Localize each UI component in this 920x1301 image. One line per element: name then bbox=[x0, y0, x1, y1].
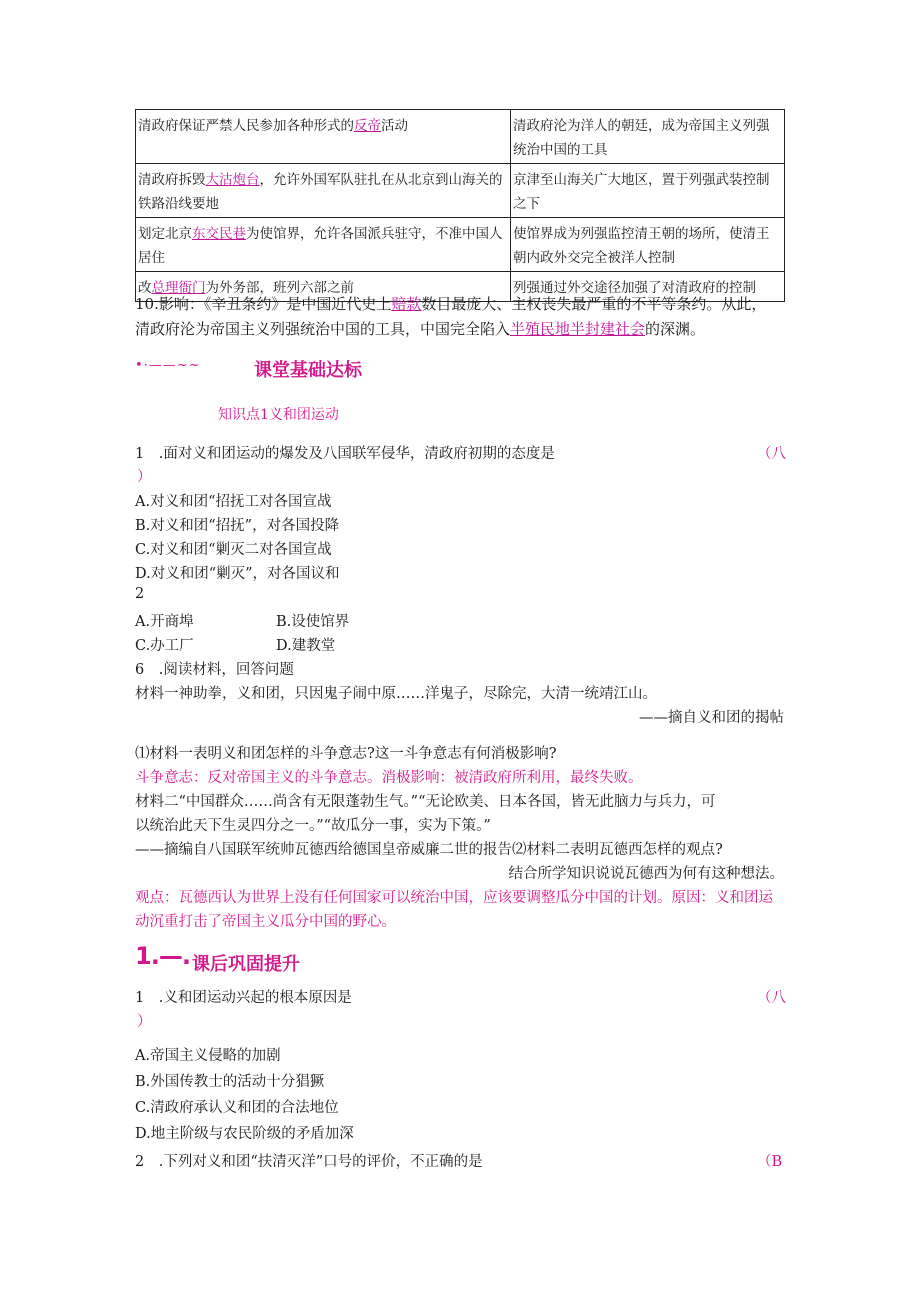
material-2-line2: 以统治此天下生灵四分之一。”“故瓜分一事，实为下策。” bbox=[135, 818, 491, 834]
material-2-line3: ——摘编自八国联军统帅瓦德西给德国皇帝威廉二世的报告⑵材料二表明瓦德西怎样的观点? bbox=[135, 842, 723, 858]
option-c: C.办工厂 bbox=[135, 638, 194, 654]
table-cell: 划定北京东交民巷为使馆界，允许各国派兵驻守，不准中国人居住 bbox=[136, 218, 511, 272]
section-title: 课后巩固提升 bbox=[192, 954, 300, 975]
material-1-source: ——摘自义和团的揭帖 bbox=[639, 710, 784, 726]
material-1: 材料一神助拳，义和团，只因鬼子闹中原……洋鬼子，尽除完，大清一统靖江山。 bbox=[135, 686, 657, 702]
answer-2-line2: 动沉重打击了帝国主义瓜分中国的野心。 bbox=[135, 914, 396, 930]
option-d: D.对义和团“剿灭”，对各国议和 bbox=[135, 566, 340, 582]
answer-1: 斗争意志：反对帝国主义的斗争意志。消极影响：被清政府所利用，最终失败。 bbox=[135, 770, 643, 786]
answer-close: ） bbox=[137, 1014, 152, 1030]
material-2-line4: 结合所学知识说说瓦德西为何有这种想法。 bbox=[508, 866, 784, 882]
table-cell: 京津至山海关广大地区，置于列强武装控制之下 bbox=[511, 164, 785, 218]
option-c: C.对义和团“剿灭二对各国宣战 bbox=[135, 542, 332, 558]
answer-mark: （八 bbox=[757, 446, 786, 462]
answer-mark: （八 bbox=[757, 990, 786, 1006]
table-row bbox=[136, 110, 785, 164]
question-2-stem: 2 .下列对义和团“扶清灭洋”口号的评价，不正确的是 bbox=[135, 1154, 483, 1170]
treaty-table bbox=[135, 109, 785, 302]
section-decoration: •·——~~ bbox=[135, 358, 201, 373]
table-cell: 清政府保证严禁人民参加各种形式的反帝活动 bbox=[136, 110, 511, 164]
underlined-term: 赔款 bbox=[391, 295, 422, 313]
section-decoration: 1.—. bbox=[135, 942, 190, 970]
table-cell: 清政府沦为洋人的朝廷，成为帝国主义列强统治中国的工具 bbox=[511, 110, 785, 164]
option-a: A.对义和团“招抚工对各国宣战 bbox=[135, 494, 332, 510]
underlined-term: 总理衙门 bbox=[151, 280, 206, 296]
knowledge-point-title: 知识点1义和团运动 bbox=[218, 407, 339, 423]
answer-mark: （B bbox=[757, 1154, 783, 1170]
underlined-term: 半殖民地半封建社会 bbox=[510, 320, 646, 338]
option-a: A.帝国主义侵略的加剧 bbox=[135, 1048, 281, 1064]
option-a: A.开商埠 bbox=[135, 614, 194, 630]
table-cell: 改总理衙门为外务部，班列六部之前 bbox=[136, 272, 511, 302]
underlined-term: 反帝 bbox=[354, 118, 381, 134]
section-title: 课堂基础达标 bbox=[254, 360, 362, 381]
sub-question-1: ⑴材料一表明义和团怎样的斗争意志?这一斗争意志有何消极影响? bbox=[135, 746, 557, 762]
option-c: C.清政府承认义和团的合法地位 bbox=[135, 1100, 339, 1116]
question-2-number: 2 bbox=[135, 586, 145, 602]
paragraph-10-line1: 10.影响：《辛丑条约》是中国近代史上赔款数目最庞大、主权丧失最严重的不平等条约。从此， bbox=[135, 295, 767, 313]
table-cell: 使馆界成为列强监控清王朝的场所，使清王朝内政外交完全被洋人控制 bbox=[511, 218, 785, 272]
option-d: D.地主阶级与农民阶级的矛盾加深 bbox=[135, 1126, 354, 1142]
question-1-stem: 1 .面对义和团运动的爆发及八国联军侵华，清政府初期的态度是 bbox=[135, 446, 555, 462]
underlined-term: 东交民巷 bbox=[192, 226, 246, 242]
answer-close: ） bbox=[137, 469, 152, 485]
option-b: B.对义和团“招抚”，对各国投降 bbox=[135, 518, 340, 534]
option-b: B.外国传教士的活动十分猖獗 bbox=[135, 1074, 325, 1090]
table-row bbox=[136, 218, 785, 272]
question-6-stem: 6 .阅读材料，回答问题 bbox=[135, 662, 294, 678]
table-cell: 列强通过外交途径加强了对清政府的控制 bbox=[511, 272, 785, 302]
material-2-line1: 材料二“中国群众……尚含有无限蓬勃生气。”“无论欧美、日本各国，皆无此脑力与兵力，可 bbox=[135, 794, 716, 810]
option-b: B.设使馆界 bbox=[276, 614, 350, 630]
option-d: D.建教堂 bbox=[276, 638, 336, 654]
table-row bbox=[136, 164, 785, 218]
question-1-stem: 1 .义和团运动兴起的根本原因是 bbox=[135, 990, 352, 1006]
table-cell: 清政府拆毁大沽炮台，允许外国军队驻扎在从北京到山海关的铁路沿线要地 bbox=[136, 164, 511, 218]
answer-2-line1: 观点：瓦德西认为世界上没有任何国家可以统治中国，应该要调整瓜分中国的计划。原因：义和团运 bbox=[135, 890, 773, 906]
underlined-term: 大沽炮台 bbox=[205, 172, 260, 188]
paragraph-10-line2: 清政府沦为帝国主义列强统治中国的工具，中国完全陷入半殖民地半封建社会的深渊。 bbox=[135, 320, 706, 338]
